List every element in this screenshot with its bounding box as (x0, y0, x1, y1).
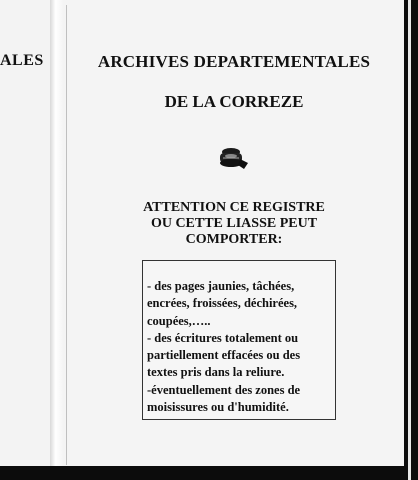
document-page (64, 0, 404, 470)
notice-line: encrées, froissées, déchirées, (147, 296, 298, 311)
archive-title: ARCHIVES DEPARTEMENTALES (97, 52, 371, 71)
warning-heading (64, 200, 404, 248)
notice-line: partiellement effacées ou des (147, 348, 301, 363)
archive-subtitle: DE LA CORREZE (164, 92, 304, 111)
scan-border (0, 466, 404, 480)
book-gutter (50, 0, 64, 470)
notice-line: - des écritures totalement ou (147, 330, 299, 345)
warning-line-2: OU CETTE LIASSE PEUT (150, 216, 318, 231)
archive-logo-icon (214, 145, 250, 173)
left-page (0, 0, 50, 470)
notice-text (147, 278, 337, 416)
notice-line: -éventuellement des zones de (147, 382, 301, 397)
notice-line: coupées,….. (147, 313, 211, 328)
warning-line-1: ATTENTION CE REGISTRE (143, 200, 325, 215)
notice-line: moisissures ou d'humidité. (147, 400, 289, 415)
notice-line: - des pages jaunies, tâchées, (147, 279, 295, 293)
page-edge-stripe (408, 0, 411, 480)
notice-line: textes pris dans la reliure. (147, 365, 285, 380)
left-page-title-fragment: ALES (0, 52, 44, 69)
warning-line-3: COMPORTER: (185, 232, 283, 247)
notice-box (142, 260, 336, 420)
page-edge (404, 0, 418, 480)
